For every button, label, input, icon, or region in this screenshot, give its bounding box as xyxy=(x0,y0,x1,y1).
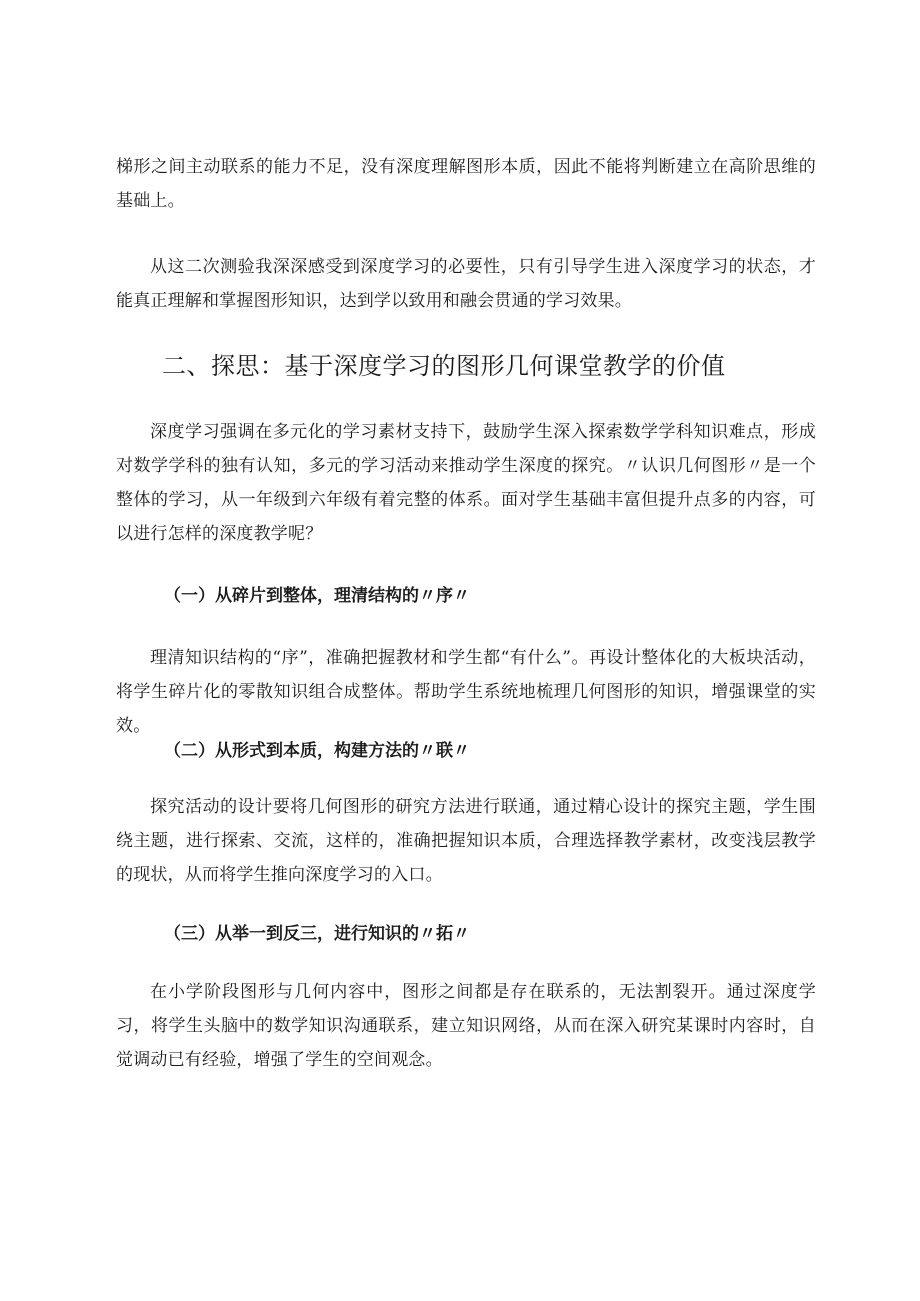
section-title: 二、探思：基于深度学习的图形几何课堂教学的价值 xyxy=(162,352,726,380)
subsection-2-title: （二）从形式到本质，构建方法的〃联〃 xyxy=(164,741,470,761)
subsection-3-body: 在小学阶段图形与几何内容中，图形之间都是存在联系的，无法割裂开。通过深度学习，将学生头脑中的数学知识沟通联系，建立知识网络，从而在深入研究某课时内容时，自觉调动已有经验，增强了学生的空间观念。 xyxy=(116,982,816,1070)
paragraph-continuation: 梯形之间主动联系的能力不足，没有深度理解图形本质，因此不能将判断建立在高阶思维的基础上。 xyxy=(116,157,816,211)
subsection-3-title: （三）从举一到反三，进行知识的〃拓〃 xyxy=(164,924,470,944)
subsection-1-body: 理清知识结构的“序”，准确把握教材和学生都“有什么”。再设计整体化的大板块活动，将学生碎片化的零散知识组合成整体。帮助学生系统地梳理几何图形的知识，增强课堂的实效。 xyxy=(116,648,816,736)
subsection-1-title: （一）从碎片到整体，理清结构的〃序〃 xyxy=(164,586,470,606)
subsection-2-body: 探究活动的设计要将几何图形的研究方法进行联通，通过精心设计的探究主题，学生围绕主题，进行探索、交流，这样的，准确把握知识本质，合理选择教学素材，改变浅层教学的现状，从而将学生推向深度学习的入口。 xyxy=(116,797,816,885)
paragraph-intro: 深度学习强调在多元化的学习素材支持下，鼓励学生深入探索数学学科知识难点，形成对数学学科的独有认知，多元的学习活动来推动学生深度的探究。〃认识几何图形〃是一个整体的学习，从一年级到六年级有着完整的体系。面对学生基础丰富但提升点多的内容，可以进行怎样的深度教学呢？ xyxy=(116,422,816,544)
paragraph-reflection: 从这二次测验我深深感受到深度学习的必要性，只有引导学生进入深度学习的状态，才能真正理解和掌握图形知识，达到学以致用和融会贯通的学习效果。 xyxy=(116,257,816,311)
